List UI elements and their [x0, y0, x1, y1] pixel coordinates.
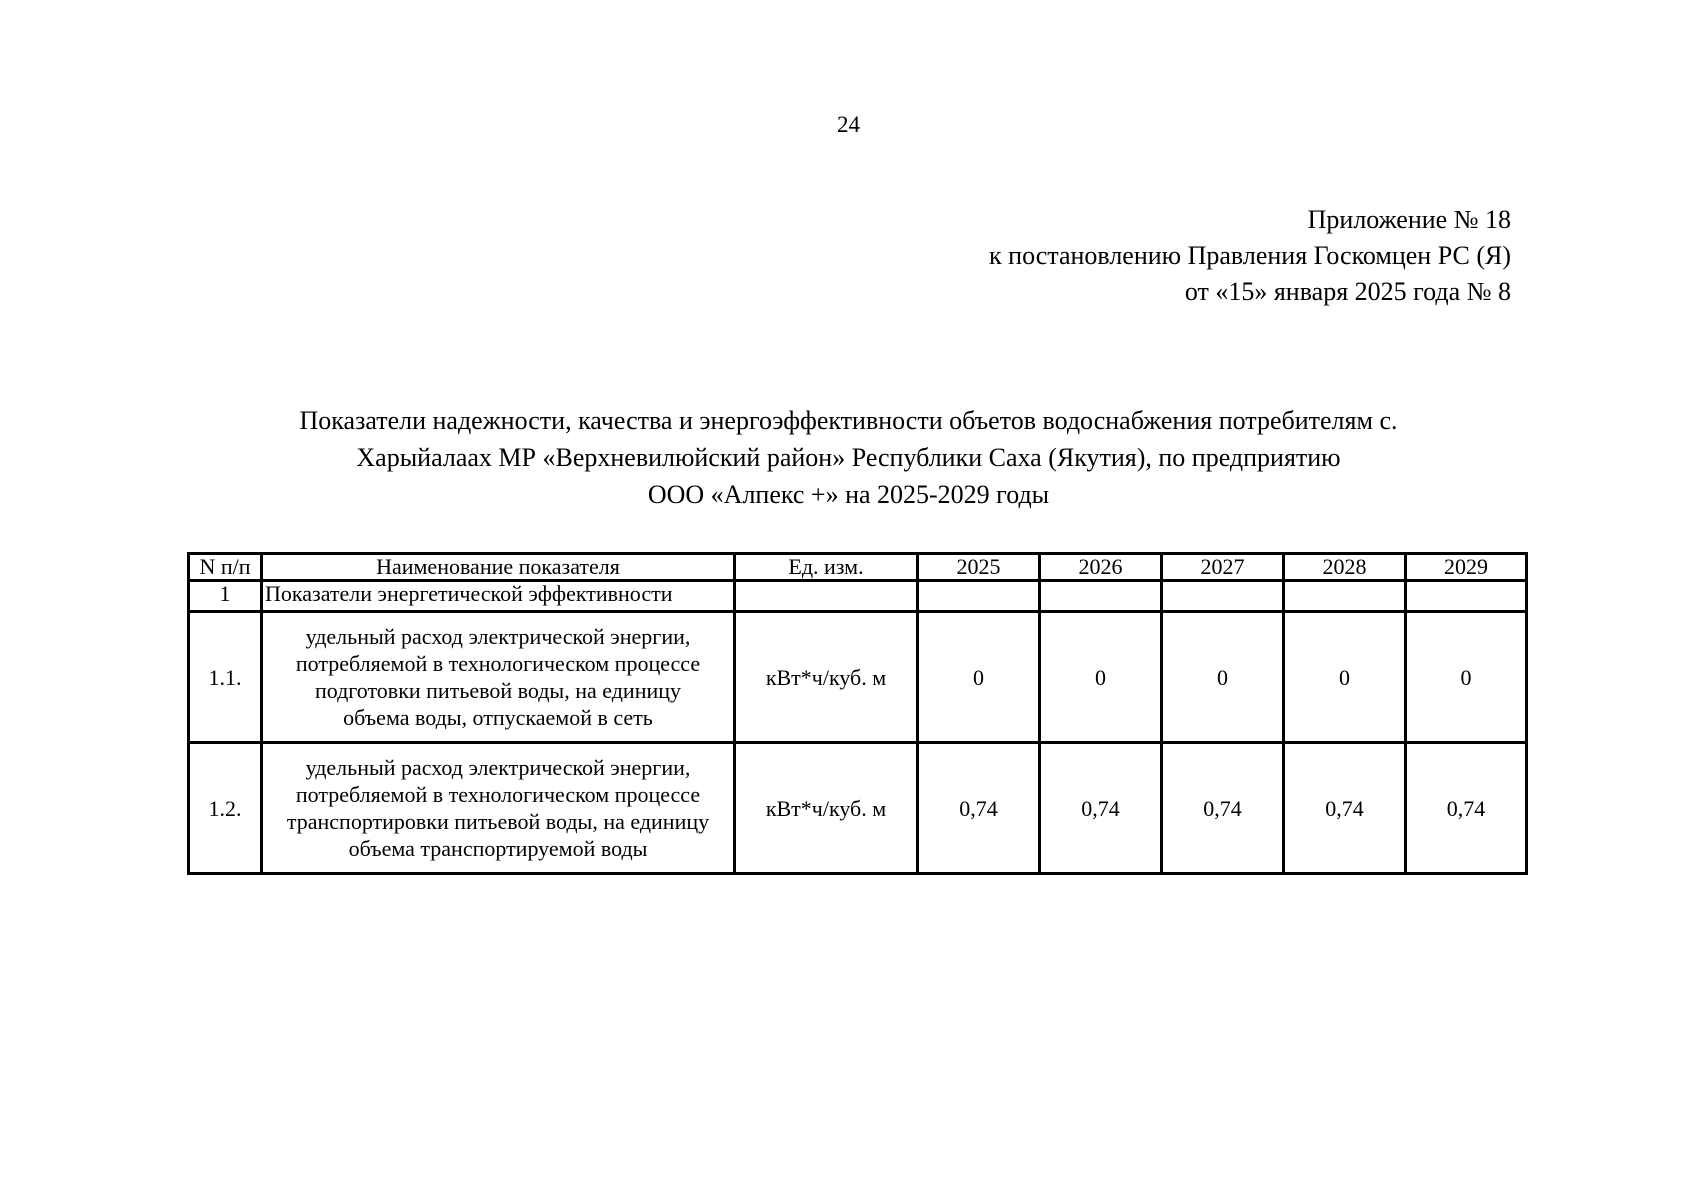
indicators-table: [187, 552, 1528, 875]
section-name: Показатели энергетической эффективности: [262, 581, 735, 612]
name-line: объема воды, отпускаемой в сеть: [343, 705, 653, 730]
appendix-date: от «15» января 2025 года № 8: [1184, 277, 1511, 306]
appendix-header: [989, 202, 1511, 310]
header-unit: Ед. изм.: [735, 554, 918, 581]
section-empty-cell: [735, 581, 918, 612]
title-line-1: Показатели надежности, качества и энергоэффективности объетов водоснабжения потребителям с.: [299, 406, 1398, 435]
header-year-2026: 2026: [1040, 554, 1162, 581]
row-value-2029: 0: [1406, 612, 1527, 743]
appendix-reference: к постановлению Правления Госкомцен РС (Я): [989, 241, 1511, 270]
row-value-2025: 0: [918, 612, 1040, 743]
header-number: N п/п: [189, 554, 262, 581]
title-line-3: ООО «Алпекс +» на 2025-2029 годы: [647, 480, 1050, 509]
row-value-2029: 0,74: [1406, 743, 1527, 874]
row-value-2027: 0: [1162, 612, 1284, 743]
section-empty-cell: [1040, 581, 1162, 612]
name-line: потребляемой в технологическом процессе: [295, 782, 701, 807]
header-year-2028: 2028: [1284, 554, 1406, 581]
row-value-2026: 0,74: [1040, 743, 1162, 874]
row-value-2028: 0: [1284, 612, 1406, 743]
title-line-2: Харыйалаах МР «Верхневилюйский район» Республики Саха (Якутия), по предприятию: [356, 443, 1341, 472]
row-indicator-name: [262, 612, 735, 743]
document-title: [0, 402, 1697, 513]
row-value-2028: 0,74: [1284, 743, 1406, 874]
section-empty-cell: [1284, 581, 1406, 612]
header-year-2029: 2029: [1406, 554, 1527, 581]
header-indicator-name: Наименование показателя: [262, 554, 735, 581]
table-header-row: [189, 554, 1527, 581]
name-line: потребляемой в технологическом процессе: [295, 651, 701, 676]
section-empty-cell: [918, 581, 1040, 612]
row-value-2027: 0,74: [1162, 743, 1284, 874]
section-empty-cell: [1406, 581, 1527, 612]
table-row: [189, 612, 1527, 743]
name-line: транспортировки питьевой воды, на единицу: [286, 809, 710, 834]
row-value-2026: 0: [1040, 612, 1162, 743]
name-line: объема транспортируемой воды: [348, 836, 648, 861]
section-row: [189, 581, 1527, 612]
row-unit: кВт*ч/куб. м: [735, 612, 918, 743]
appendix-number: Приложение № 18: [1307, 205, 1511, 234]
section-empty-cell: [1162, 581, 1284, 612]
section-number: 1: [189, 581, 262, 612]
name-line: подготовки питьевой воды, на единицу: [314, 678, 682, 703]
name-line: удельный расход электрической энергии,: [305, 755, 691, 780]
table-row: [189, 743, 1527, 874]
name-line: удельный расход электрической энергии,: [305, 624, 691, 649]
row-unit: кВт*ч/куб. м: [735, 743, 918, 874]
row-number: 1.2.: [189, 743, 262, 874]
row-number: 1.1.: [189, 612, 262, 743]
row-value-2025: 0,74: [918, 743, 1040, 874]
row-indicator-name: [262, 743, 735, 874]
page-number: 24: [837, 112, 860, 137]
header-year-2027: 2027: [1162, 554, 1284, 581]
header-year-2025: 2025: [918, 554, 1040, 581]
